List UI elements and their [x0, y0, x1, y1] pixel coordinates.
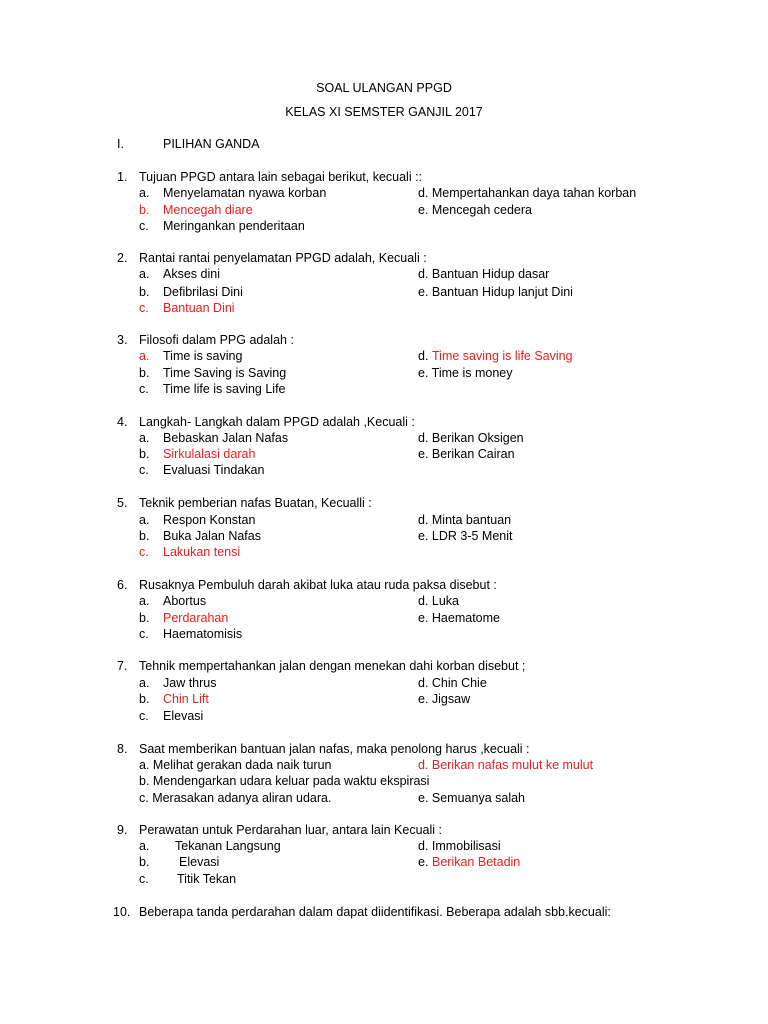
option-e-text-answer: Berikan Betadin	[432, 855, 521, 869]
option-d: d. Mempertahankan daya tahan korban	[418, 186, 637, 200]
option-c-text: Haematomisis	[163, 627, 243, 641]
option-c-letter: c.	[139, 301, 149, 315]
option-a-text: Jaw thrus	[163, 676, 217, 690]
option-c-letter: c.	[139, 463, 149, 477]
option-e: e. Haematome	[418, 611, 500, 625]
option-b: b. Mendengarkan udara keluar pada waktu ekspirasi	[139, 774, 430, 788]
title-line-2: KELAS XI SEMSTER GANJIL 2017	[285, 105, 483, 119]
option-b-text-answer: Sirkulalasi darah	[163, 447, 256, 461]
question-number: 3.	[117, 333, 128, 347]
option-b-letter: b.	[139, 529, 150, 543]
option-c-text: Titik Tekan	[177, 872, 237, 886]
question-text: Tehnik mempertahankan jalan dengan menekan dahi korban disebut ;	[139, 659, 526, 673]
option-a-letter: a.	[139, 431, 150, 445]
option-d: d. Luka	[418, 594, 460, 608]
question-number: 5.	[117, 496, 128, 510]
option-b-text: Elevasi	[179, 855, 220, 869]
option-b-letter: b.	[139, 447, 150, 461]
option-d: d. Bantuan Hidup dasar	[418, 267, 550, 281]
option-d-text-answer: Time saving is life Saving	[432, 349, 573, 363]
option-c-letter: c.	[139, 872, 149, 886]
option-e: e. Berikan Cairan	[418, 447, 515, 461]
question-text: Teknik pemberian nafas Buatan, Kecualli :	[139, 496, 372, 510]
question-number: 2.	[117, 251, 128, 265]
question-number: 8.	[117, 742, 128, 756]
option-a-letter: a.	[139, 513, 150, 527]
question-text: Perawatan untuk Perdarahan luar, antara lain Kecuali :	[139, 823, 442, 837]
section-numeral: I.	[117, 137, 124, 151]
option-c: c. Merasakan adanya aliran udara.	[139, 791, 332, 805]
option-e: e. LDR 3-5 Menit	[418, 529, 513, 543]
option-d: d. Berikan Oksigen	[418, 431, 524, 445]
option-c-letter: c.	[139, 627, 149, 641]
option-b-text: Defibrilasi Dini	[163, 285, 243, 299]
question-number: 6.	[117, 578, 128, 592]
option-a-text: Respon Konstan	[163, 513, 256, 527]
option-a-text: Bebaskan Jalan Nafas	[163, 431, 289, 445]
option-b-letter: b.	[139, 855, 150, 869]
option-e: e. Bantuan Hidup lanjut Dini	[418, 285, 573, 299]
option-a-letter: a.	[139, 594, 150, 608]
option-d: d. Minta bantuan	[418, 513, 512, 527]
option-e: e. Semuanya salah	[418, 791, 526, 805]
question-text: Langkah- Langkah dalam PPGD adalah ,Kecuali :	[139, 415, 415, 429]
option-e-letter: e.	[418, 855, 429, 869]
option-c-text: Elevasi	[163, 709, 204, 723]
option-e: e. Jigsaw	[418, 692, 471, 706]
question-number: 4.	[117, 415, 128, 429]
option-b-text-answer: Chin Lift	[163, 692, 209, 706]
option-b-letter: b.	[139, 366, 150, 380]
option-c-text: Meringankan penderitaan	[163, 219, 305, 233]
question-text: Rusaknya Pembuluh darah akibat luka atau ruda paksa disebut :	[139, 578, 497, 592]
option-a-letter: a.	[139, 186, 150, 200]
option-a-text: Tekanan Langsung	[175, 839, 281, 853]
question-text: Rantai rantai penyelamatan PPGD adalah, Kecuali :	[139, 251, 427, 265]
section-label: PILIHAN GANDA	[163, 137, 260, 151]
option-e: e. Mencegah cedera	[418, 203, 532, 217]
option-b-text-answer: Mencegah diare	[163, 203, 253, 217]
question-number: 7.	[117, 659, 128, 673]
option-c-text-answer: Lakukan tensi	[163, 545, 241, 559]
option-a-text: Menyelamatan nyawa korban	[163, 186, 327, 200]
option-a-text: Abortus	[163, 594, 207, 608]
option-c-letter: c.	[139, 709, 149, 723]
question-number: 10.	[113, 905, 131, 919]
option-c-letter: c.	[139, 545, 149, 559]
option-b-text: Buka Jalan Nafas	[163, 529, 261, 543]
option-a: a. Melihat gerakan dada naik turun	[139, 758, 332, 772]
option-d: d. Chin Chie	[418, 676, 487, 690]
option-a-letter: a.	[139, 267, 150, 281]
option-c-text: Time life is saving Life	[163, 382, 286, 396]
option-b-letter: b.	[139, 203, 150, 217]
question-text: Beberapa tanda perdarahan dalam dapat diidentifikasi. Beberapa adalah sbb.kecuali:	[139, 905, 611, 919]
option-b-text: Time Saving is Saving	[163, 366, 287, 380]
question-text: Filosofi dalam PPG adalah :	[139, 333, 294, 347]
question-number: 9.	[117, 823, 128, 837]
option-a-text: Akses dini	[163, 267, 220, 281]
title-line-1: SOAL ULANGAN PPGD	[316, 81, 452, 95]
question-number: 1.	[117, 170, 128, 184]
option-c-text: Evaluasi Tindakan	[163, 463, 265, 477]
option-a-letter: a.	[139, 349, 150, 363]
option-d: d. Immobilisasi	[418, 839, 501, 853]
option-c-letter: c.	[139, 382, 149, 396]
option-b-letter: b.	[139, 692, 150, 706]
option-c-letter: c.	[139, 219, 149, 233]
option-a-letter: a.	[139, 839, 150, 853]
option-b-letter: b.	[139, 285, 150, 299]
option-d-letter: d.	[418, 349, 429, 363]
option-a-text: Time is saving	[163, 349, 243, 363]
question-text: Saat memberikan bantuan jalan nafas, maka penolong harus ,kecuali :	[139, 742, 530, 756]
option-d-answer: d. Berikan nafas mulut ke mulut	[418, 758, 594, 772]
option-e: e. Time is money	[418, 366, 513, 380]
option-c-text-answer: Bantuan Dini	[163, 301, 235, 315]
question-text: Tujuan PPGD antara lain sebagai berikut, kecuali ::	[139, 170, 423, 184]
option-a-letter: a.	[139, 676, 150, 690]
option-b-letter: b.	[139, 611, 150, 625]
option-b-text-answer: Perdarahan	[163, 611, 229, 625]
